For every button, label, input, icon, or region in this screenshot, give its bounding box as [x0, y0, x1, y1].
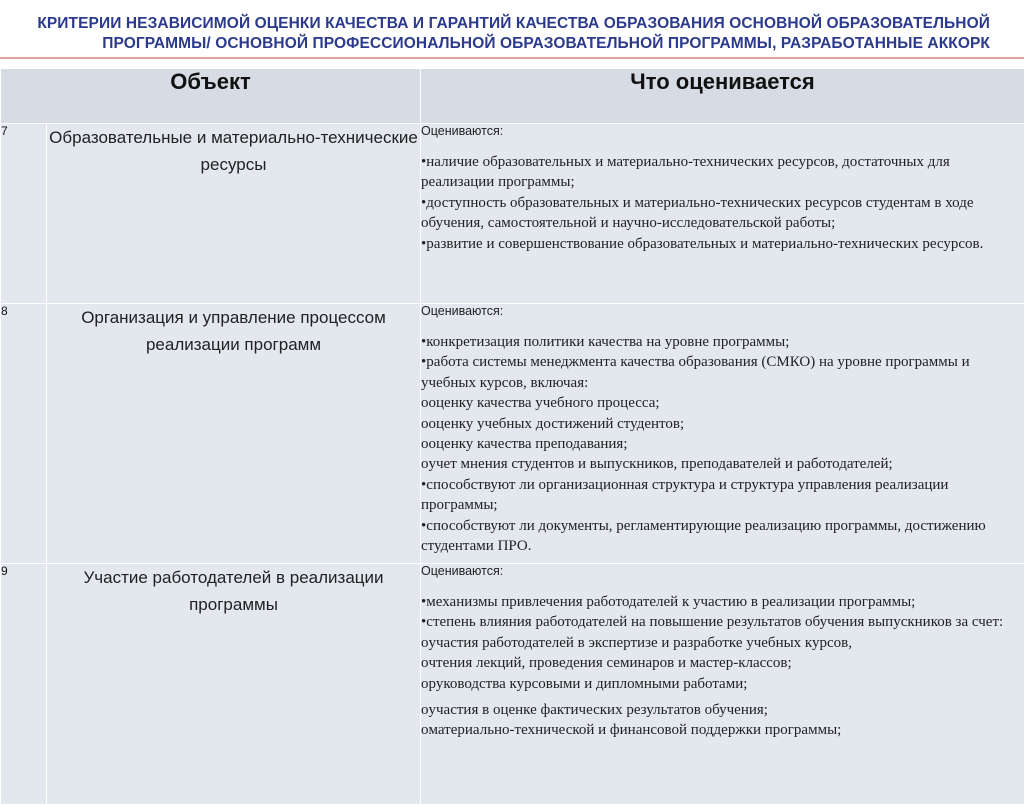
table-row — [1, 564, 1024, 805]
criteria-lead: Оцениваются: — [421, 564, 1024, 578]
bullet-marker: • — [421, 518, 426, 534]
list-item — [421, 612, 1024, 632]
list-item-text: конкретизация политики качества на уровне программы; — [426, 334, 789, 350]
row-number: 9 — [1, 564, 47, 805]
list-item — [421, 592, 1024, 612]
list-item — [421, 653, 1024, 673]
table-row — [1, 304, 1024, 564]
slide-header — [0, 0, 1024, 62]
list-item — [421, 393, 1024, 413]
bullet-marker: o — [421, 456, 429, 472]
list-item-text: оценку качества учебного процесса; — [429, 395, 660, 411]
list-item-text: участия работодателей в экспертизе и разработке учебных курсов, — [429, 635, 852, 651]
slide-title-line2: ПРОГРАММЫ/ ОСНОВНОЙ ПРОФЕССИОНАЛЬНОЙ ОБРАЗОВАТЕЛЬНОЙ ПРОГРАММЫ, РАЗРАБОТАННЫЕ АККОРК — [30, 34, 990, 54]
bullet-marker: o — [421, 436, 429, 452]
list-item-text: работа системы менеджмента качества образования (СМКО) на уровне программы и учебных курсов, включая: — [421, 354, 970, 390]
bullet-marker: • — [421, 614, 426, 630]
bullet-marker: • — [421, 195, 426, 211]
list-item-text: способствуют ли документы, регламентирующие реализацию программы, достижению студентами ПРО. — [421, 518, 986, 554]
list-item-text: чтения лекций, проведения семинаров и мастер-классов; — [429, 655, 792, 671]
list-item — [421, 332, 1024, 352]
criteria-lead: Оцениваются: — [421, 124, 1024, 138]
row-object: Организация и управление процессом реализации программ — [47, 304, 421, 564]
list-item-text: руководства курсовыми и дипломными работами; — [429, 676, 748, 692]
bullet-marker: o — [421, 635, 429, 651]
table-row — [1, 124, 1024, 304]
row-number: 8 — [1, 304, 47, 564]
bullet-marker: o — [421, 676, 429, 692]
list-item-text: материально-технической и финансовой поддержки программы; — [429, 722, 842, 738]
slide-title-line1: КРИТЕРИИ НЕЗАВИСИМОЙ ОЦЕНКИ КАЧЕСТВА И ГАРАНТИЙ КАЧЕСТВА ОБРАЗОВАНИЯ ОСНОВНОЙ ОБРАЗОВАТЕЛЬНОЙ — [30, 14, 990, 34]
bullet-marker: o — [421, 655, 429, 671]
list-item — [421, 516, 1024, 557]
bullet-marker: o — [421, 702, 429, 718]
list-item-text: учет мнения студентов и выпускников, преподавателей и работодателей; — [429, 456, 893, 472]
list-item — [421, 674, 1024, 694]
column-header-what: Что оценивается — [421, 69, 1024, 124]
row-criteria — [421, 564, 1024, 805]
row-criteria — [421, 304, 1024, 564]
row-object: Участие работодателей в реализации программы — [47, 564, 421, 805]
list-item — [421, 352, 1024, 393]
list-item — [421, 234, 1024, 254]
list-item — [421, 193, 1024, 234]
criteria-list — [421, 592, 1024, 741]
bullet-marker: • — [421, 334, 426, 350]
row-object: Образовательные и материально-технические ресурсы — [47, 124, 421, 304]
criteria-list — [421, 152, 1024, 254]
list-item-text: оценку качества преподавания; — [429, 436, 628, 452]
list-item — [421, 454, 1024, 474]
bullet-marker: • — [421, 354, 426, 370]
list-item — [421, 414, 1024, 434]
bullet-marker: o — [421, 395, 429, 411]
bullet-marker: • — [421, 154, 426, 170]
title-divider — [0, 57, 1024, 59]
row-criteria — [421, 124, 1024, 304]
list-item — [421, 152, 1024, 193]
list-item-text: участия в оценке фактических результатов обучения; — [429, 702, 768, 718]
bullet-marker: o — [421, 416, 429, 432]
list-item — [421, 475, 1024, 516]
list-item-text: степень влияния работодателей на повышение результатов обучения выпускников за счет: — [426, 614, 1003, 630]
criteria-list — [421, 332, 1024, 556]
bullet-marker: • — [421, 236, 426, 252]
column-header-object: Объект — [1, 69, 421, 124]
list-item — [421, 700, 1024, 720]
criteria-lead: Оцениваются: — [421, 304, 1024, 318]
bullet-marker: o — [421, 722, 429, 738]
list-item-text: механизмы привлечения работодателей к участию в реализации программы; — [426, 594, 915, 610]
row-number: 7 — [1, 124, 47, 304]
list-item-text: оценку учебных достижений студентов; — [429, 416, 685, 432]
list-item-text: способствуют ли организационная структура и структура управления реализации программы; — [421, 477, 948, 513]
bullet-marker: • — [421, 594, 426, 610]
list-item — [421, 720, 1024, 740]
list-item-text: доступность образовательных и материально-технических ресурсов студентам в ходе обучения, самостоятельной и научно-исследовательской работы; — [421, 195, 974, 231]
list-item — [421, 434, 1024, 454]
list-item-text: развитие и совершенствование образовательных и материально-технических ресурсов. — [426, 236, 983, 252]
list-item-text: наличие образовательных и материально-технических ресурсов, достаточных для реализации программы; — [421, 154, 950, 190]
criteria-table — [0, 68, 1024, 805]
list-item — [421, 633, 1024, 653]
slide-title — [30, 14, 990, 54]
bullet-marker: • — [421, 477, 426, 493]
